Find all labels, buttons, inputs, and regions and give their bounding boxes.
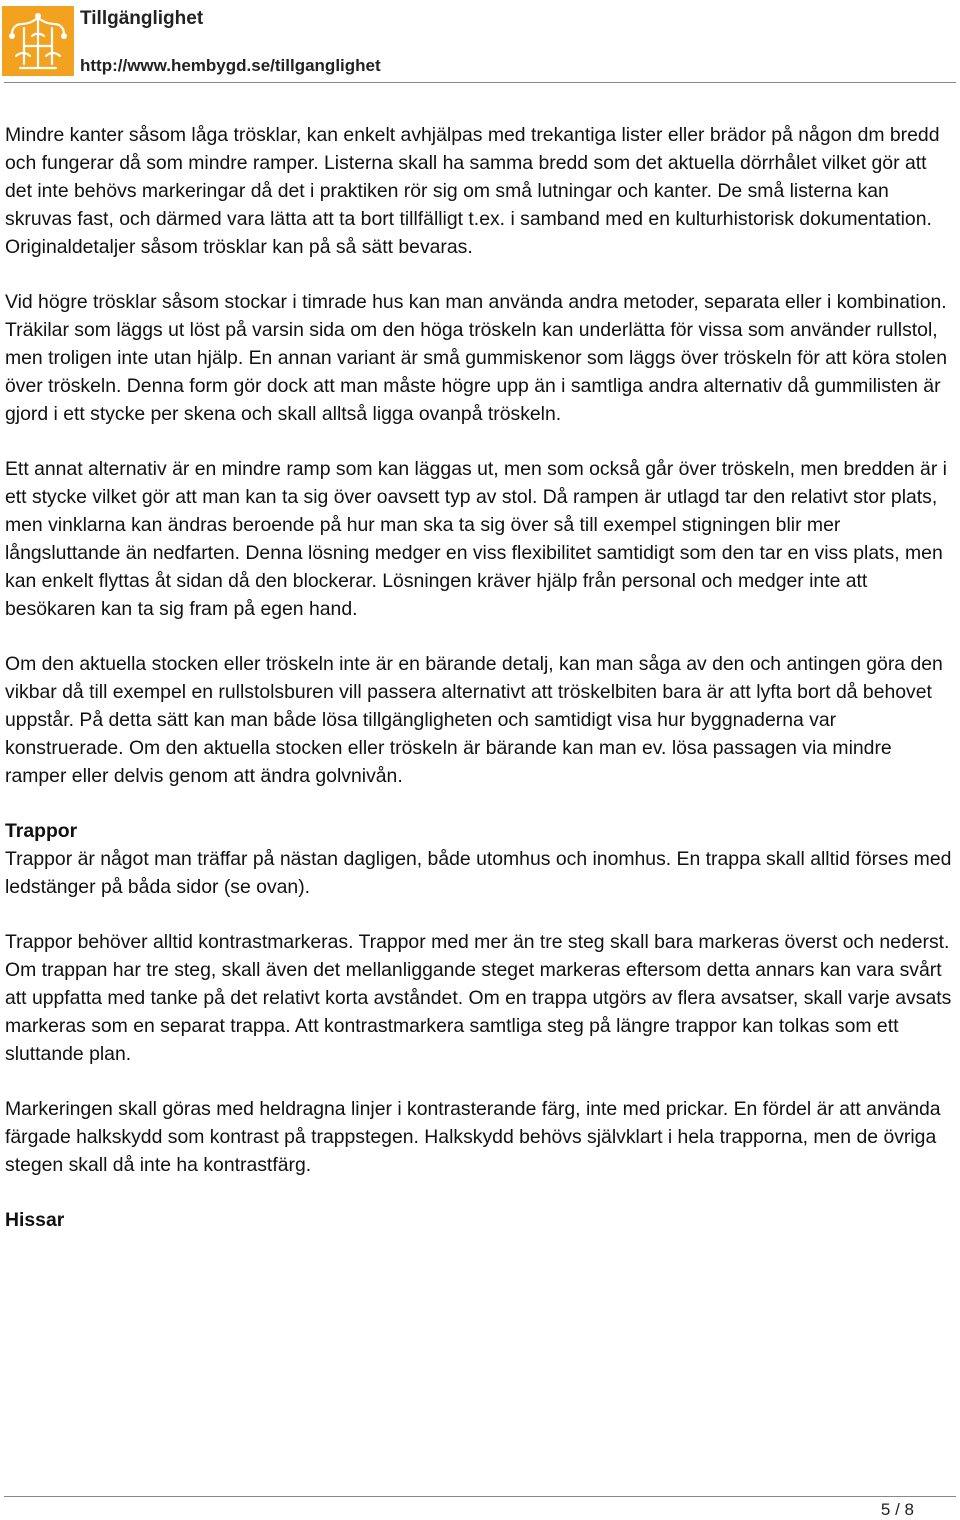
site-url-link[interactable]: http://www.hembygd.se/tillganglighet xyxy=(80,56,381,75)
header-divider xyxy=(4,82,956,83)
site-title: Tillgänglighet xyxy=(80,8,204,29)
paragraph-low-thresholds: Mindre kanter såsom låga trösklar, kan enkelt avhjälpas med trekantiga lister eller brädor på någon dm bredd och fungerar då som mindre ramper. Listerna skall ha samma bredd som det aktuella dörrhålet vilket gör att det inte behövs markeringar då det i praktiken rör sig om små lutningar och kanter. De små listerna kan skruvas fast, och därmed vara lätta att ta bort tillfälligt t.ex. i samband med en kulturhistorisk dokumentation. Originaldetaljer såsom trösklar kan på så sätt bevaras. xyxy=(5,124,940,258)
paragraph-stairs-marking: Markeringen skall göras med heldragna linjer i kontrasterande färg, inte med prickar. En fördel är att använda färgade halkskydd som kontrast på trappstegen. Halkskydd behövs självklart i hela trapporna, men de övriga stegen skall då inte ha kontrastfärg. xyxy=(5,1098,941,1176)
paragraph-high-thresholds: Vid högre trösklar såsom stockar i timrade hus kan man använda andra metoder, separata eller i kombination. Träkilar som läggs ut löst på varsin sida om den höga tröskeln kan underlätta för vissa som använder rullstol, men troligen inte utan hjälp. En annan variant är små gummiskenor som läggs över tröskeln för att köra stolen över tröskeln. Denna form gör dock att man måste högre upp än i samtliga andra alternativ då gummilisten är gjord i ett stycke per skena och skall alltså ligga ovanpå tröskeln. xyxy=(5,291,947,425)
article-body xyxy=(5,121,953,1234)
paragraph-stairs-intro: Trappor är något man träffar på nästan dagligen, både utomhus och inomhus. En trappa skall alltid förses med ledstänger på båda sidor (se ovan). xyxy=(5,848,952,898)
footer-divider xyxy=(4,1496,956,1497)
page-header xyxy=(0,0,960,82)
hembygd-logo-icon xyxy=(2,6,74,76)
heading-trappor: Trappor xyxy=(5,820,78,842)
paragraph-ramp-alternative: Ett annat alternativ är en mindre ramp som kan läggas ut, men som också går över tröskeln, men bredden är i ett stycke vilket gör att man kan ta sig över oavsett typ av stol. Då rampen är utlagd tar den relativt stor plats, men vinklarna kan ändras beroende på hur man ska ta sig över så till exempel stigningen blir mer långsluttande än nedfarten. Denna lösning medger en viss flexibilitet samtidigt som den tar en viss plats, men kan enkelt flyttas åt sidan då den blockerar. Lösningen kräver hjälp från personal och medger inte att besökaren kan ta sig fram på egen hand. xyxy=(5,458,947,620)
heading-hissar: Hissar xyxy=(5,1209,65,1231)
paragraph-saw-threshold: Om den aktuella stocken eller tröskeln inte är en bärande detalj, kan man såga av den och antingen göra den vikbar då till exempel en rullstolsburen vill passera alternativt att tröskelbiten bara är att lyfta bort då behovet uppstår. På detta sätt kan man både lösa tillgängligheten och samtidigt visa hur byggnaderna var konstruerade. Om den aktuella stocken eller tröskeln är bärande kan man ev. lösa passagen via mindre ramper eller delvis genom att ändra golvnivån. xyxy=(5,653,943,787)
paragraph-stairs-contrast: Trappor behöver alltid kontrastmarkeras. Trappor med mer än tre steg skall bara markeras överst och nederst. Om trappan har tre steg, skall även det mellanliggande steget markeras eftersom detta annars kan vara svårt att uppfatta med tanke på det relativt korta avståndet. Om en trappa utgörs av flera avsatser, skall varje avsats markeras som en separat trappa. Att kontrastmarkera samtliga steg på längre trappor kan tolkas som ett sluttande plan. xyxy=(5,931,952,1065)
page-number: 5 / 8 xyxy=(880,1500,914,1519)
